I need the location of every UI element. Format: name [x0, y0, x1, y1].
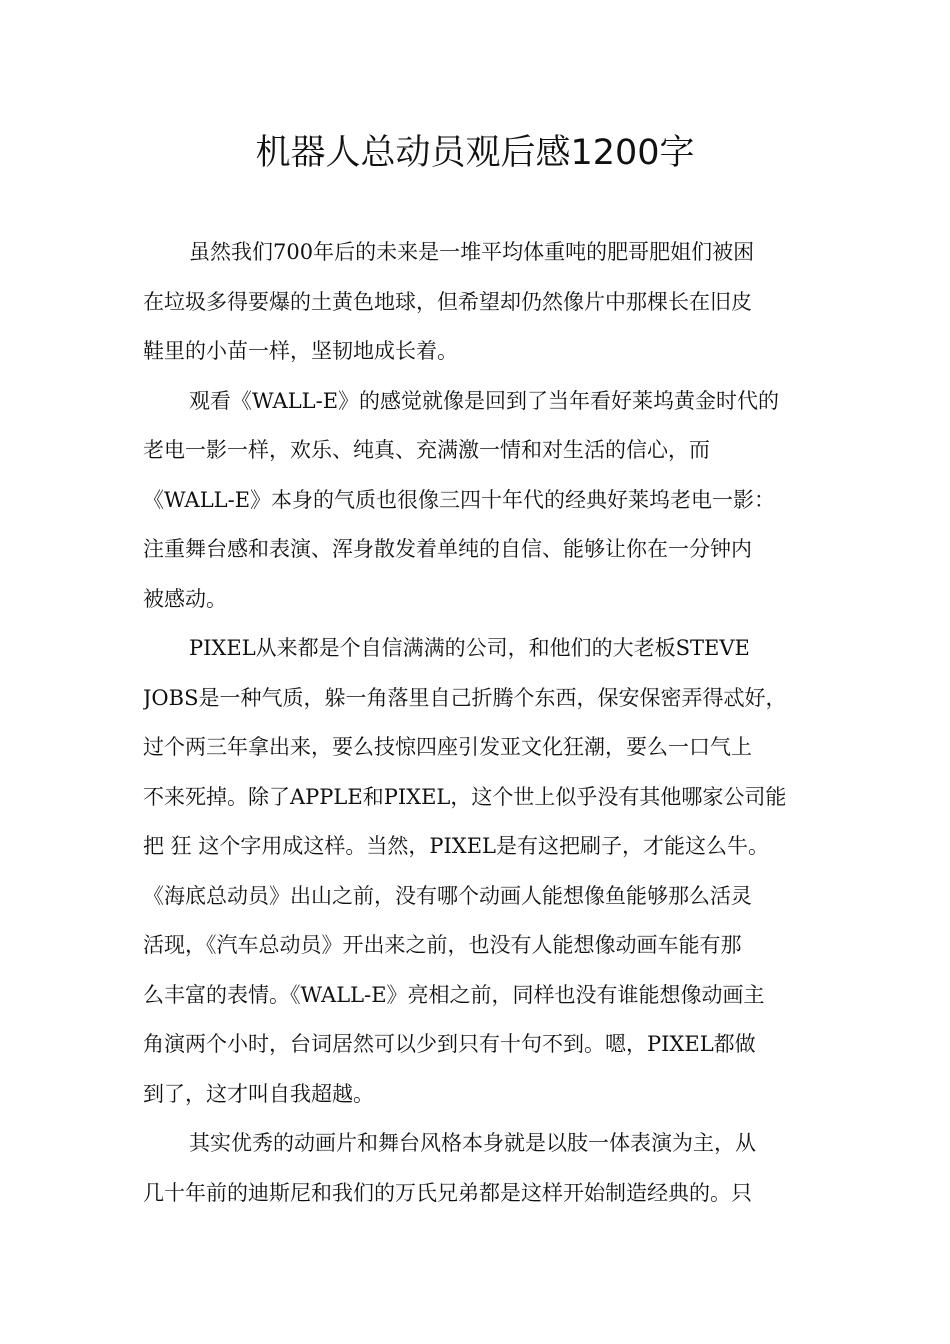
text-line: 其实优秀的动画片和舞台风格本身就是以肢一体表演为主，从 [189, 1131, 756, 1155]
text-line: 到了，这才叫自我超越。 [143, 1081, 374, 1106]
text-line: 把 狂 这个字用成这样。当然，PIXEL是有这把刷子，才能这么牛。 [143, 834, 769, 858]
text-line: 《WALL-E》本身的气质也很像三四十年代的经典好莱坞老电一影： [143, 487, 776, 512]
paragraph-2 [143, 377, 823, 625]
paragraph-3 [143, 624, 823, 1119]
text-line: 不来死掉。除了APPLE和PIXEL，这个世上似乎没有其他哪家公司能 [143, 784, 787, 809]
text-line: PIXEL从来都是个自信满满的公司，和他们的大老板STEVE [189, 636, 750, 660]
paragraph-1 [143, 228, 823, 377]
paragraph-4 [143, 1119, 823, 1218]
text-line: 活现，《汽车总动员》开出来之前，也没有人能想像动画车能有那 [143, 933, 742, 957]
text-line: 《海底总动员》出山之前，没有哪个动画人能想像鱼能够那么活灵 [143, 883, 752, 908]
document-body [143, 228, 823, 1218]
text-line: JOBS是一种气质，躲一角落里自己折腾个东西，保安保密弄得忒好， [143, 685, 787, 710]
text-line: 鞋里的小苗一样，坚韧地成长着。 [143, 339, 458, 363]
text-line: 么丰富的表情。《WALL-E》亮相之前，同样也没有谁能想像动画主 [143, 982, 765, 1007]
text-line: 虽然我们700年后的未来是一堆平均体重吨的肥哥肥姐们被困 [189, 240, 755, 264]
text-line: 被感动。 [143, 586, 227, 611]
document-title: 机器人总动员观后感1200字 [255, 133, 695, 173]
text-line: 几十年前的迪斯尼和我们的万氏兄弟都是这样开始制造经典的。只 [143, 1180, 752, 1205]
text-line: 老电一影一样，欢乐、纯真、充满激一情和对生活的信心，而 [143, 438, 710, 462]
text-line: 注重舞台感和表演、浑身散发着单纯的自信、能够让你在一分钟内 [143, 537, 752, 561]
text-line: 角演两个小时，台词居然可以少到只有十句不到。嗯，PIXEL都做 [143, 1032, 756, 1056]
text-line: 过个两三年拿出来，要么技惊四座引发亚文化狂潮，要么一口气上 [143, 735, 752, 759]
text-line: 在垃圾多得要爆的土黄色地球，但希望却仍然像片中那棵长在旧皮 [143, 289, 752, 314]
text-line: 观看《WALL-E》的感觉就像是回到了当年看好莱坞黄金时代的 [189, 388, 780, 413]
